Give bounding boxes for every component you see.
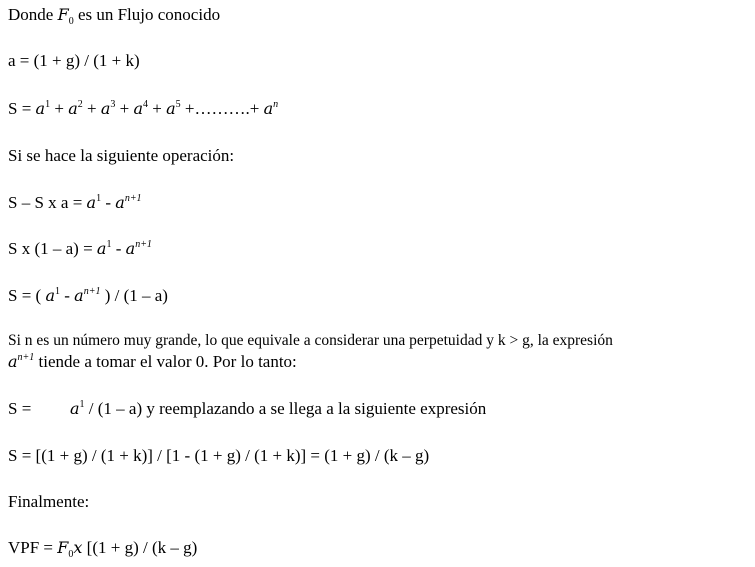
text-fragment: [(1 + g) / (k – g) [82, 538, 198, 557]
formula-s-minus-sa [8, 193, 142, 213]
superscript: 3 [110, 99, 116, 110]
superscript: 2 [77, 99, 83, 110]
math-var-a: a [115, 193, 125, 212]
text-fragment: S – S x a = [8, 193, 87, 212]
math-var-F: F [57, 538, 69, 557]
text-fragment: tiende a tomar el valor 0. Por lo tanto: [34, 352, 297, 371]
subscript: 0 [68, 16, 74, 27]
math-var-a: a [70, 399, 80, 418]
math-var-a: a [125, 239, 136, 258]
text-fragment: S = [8, 399, 32, 418]
text-fragment: + [152, 99, 167, 118]
text-line-perpetuity: Si n es un número muy grande, lo que equivale a considerar una perpetuidad y k > g, la expresión [8, 332, 613, 349]
superscript: 1 [106, 239, 112, 250]
text-fragment: + [86, 99, 101, 118]
math-var-a: a [68, 99, 78, 118]
text-fragment: ) / (1 – a) [100, 286, 168, 305]
text-fragment: - [60, 286, 75, 305]
formula-s-limit [8, 399, 486, 419]
superscript: 4 [143, 99, 149, 110]
math-var-F: F [57, 5, 69, 24]
formula-sum-series [8, 99, 278, 119]
math-var-a: a [8, 352, 18, 371]
text-fragment: / (1 – a) y reemplazando a se llega a la siguiente expresión [84, 399, 487, 418]
math-var-a: a [86, 193, 97, 212]
math-var-a: a [133, 99, 144, 118]
text-fragment: + [119, 99, 134, 118]
superscript: n+1 [17, 352, 35, 363]
text-fragment: Donde [8, 5, 58, 24]
superscript: 5 [175, 99, 181, 110]
text-fragment: S = ( [8, 286, 46, 305]
text-fragment: + [54, 99, 69, 118]
formula-s-replaced: S = [(1 + g) / (1 + k)] / [1 - (1 + g) / (1 + k)] = (1 + g) / (k – g) [8, 446, 430, 465]
text-line-flujo [8, 5, 220, 25]
superscript: 1 [55, 286, 60, 297]
text-line-finally: Finalmente: [8, 492, 90, 511]
text-line-tends-to-zero [8, 352, 297, 372]
text-fragment: S x (1 – a) = [8, 239, 97, 258]
formula-s-solved [8, 286, 168, 306]
math-var-x: x [73, 538, 83, 557]
subscript: 0 [68, 549, 74, 560]
text-fragment: es un Flujo conocido [73, 5, 221, 24]
text-fragment: VPF = [8, 538, 58, 557]
formula-a-definition: a = (1 + g) / (1 + k) [8, 51, 140, 70]
formula-vpf [8, 538, 197, 558]
text-fragment: S = [8, 99, 36, 118]
text-fragment: +……….+ [184, 99, 264, 118]
math-var-a: a [45, 286, 55, 305]
superscript: n [273, 99, 279, 110]
superscript: 1 [96, 193, 102, 204]
math-var-a: a [263, 99, 274, 118]
formula-s-times-one-minus-a [8, 239, 152, 259]
math-var-a: a [100, 99, 111, 118]
text-fragment: - [111, 239, 126, 258]
text-line-operation: Si se hace la siguiente operación: [8, 146, 235, 165]
superscript: n+1 [83, 286, 101, 297]
superscript: n+1 [124, 193, 142, 204]
math-var-a: a [166, 99, 176, 118]
text-fragment: - [101, 193, 116, 212]
math-var-a: a [96, 239, 107, 258]
superscript: n+1 [135, 239, 152, 250]
math-var-a: a [35, 99, 46, 118]
superscript: 1 [45, 99, 51, 110]
math-var-a: a [74, 286, 84, 305]
superscript: 1 [79, 399, 85, 410]
